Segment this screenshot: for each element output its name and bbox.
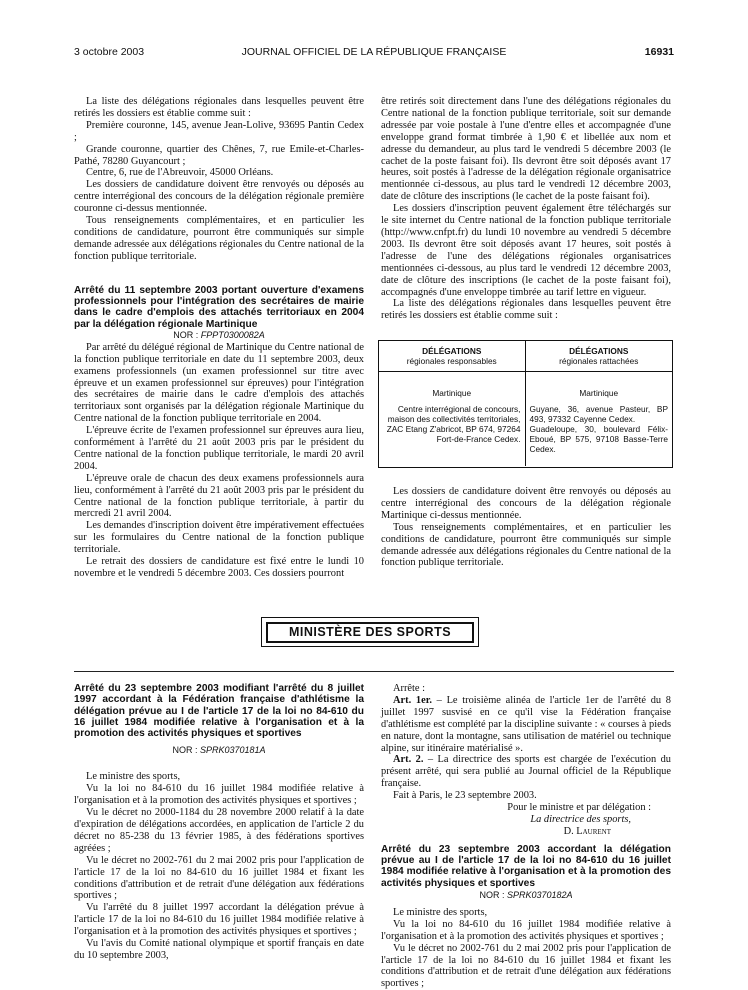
paragraph: Tous renseignements complémentaires, et en particulier les conditions de candidature, pourront être communiqués sur simple demande adressée aux délégations régionales du Centre national de la fonction publique territoriale. [381,521,671,569]
left-column-bottom [74,683,364,962]
paragraph: Vu l'arrêté du 8 juillet 1997 accordant la délégation prévue à l'article 17 de la loi no 84-610 du 16 juillet 1984 modifiée relative à l'organisation et à la promotion des activités physiques et sportives ; [74,902,364,938]
table-cell-attached: Martinique Guyane, 36, avenue Pasteur, BP 493, 97332 Cayenne Cedex. Guadeloupe, 30, boulevard Félix-Eboué, BP 575, 97108 Basse-Terre Cedex. [529,388,668,454]
article-2: Art. 2. – La directrice des sports est chargée de l'exécution du présent arrêté, qui sera publié au Journal officiel de la République française. [381,754,671,790]
paragraph: Les dossiers de candidature doivent être renvoyés ou déposés au centre interrégional des concours de la délégation régionale Martinique ci-dessus mentionnée. [381,486,671,521]
header-date: 3 octobre 2003 [74,46,145,58]
paragraph: Tous renseignements complémentaires, et en particulier les conditions de candidature, pourront être communiqués sur simple demande adressée aux délégations régionales du Centre national de la fonction publique territoriale. [74,215,364,262]
section-divider [74,671,674,672]
signature-line-2: La directrice des sports, [530,813,631,825]
paragraph: Vu le décret no 2002-761 du 2 mai 2002 pris pour l'application de l'article 17 de la loi no 84-610 du 16 juillet 1984 et fixant les conditions d'attribution et de retrait d'une délégation aux fédérations sportives ; [381,942,671,990]
paragraph: Vu l'avis du Comité national olympique et sportif français en date du 10 septembre 2003, [74,938,364,961]
right-column-top [381,96,671,322]
page-number: 16931 [644,46,674,58]
article-1: Art. 1er. – Le troisième alinéa de l'article 1er de l'arrêté du 8 juillet 1997 susvisé en ce qu'il vise la Fédération française d'athlétisme est complété par la discipline suivante : « courses à pieds en nature, dont la montagne, sans utilisation de matériel ou technique alpine, sur itinéraire matérialisé ». [381,694,671,754]
paragraph: La liste des délégations régionales dans lesquelles peuvent être retirés les dossiers est établie comme suit : [381,298,671,322]
paragraph: L'épreuve écrite de l'examen professionnel sur épreuves aura lieu, conformément à l'arrêté du 21 août 2003 pris par le président du Centre national de la fonction publique territoriale, le mardi 20 avril 2004. [74,425,364,472]
paragraph: Le retrait des dossiers de candidature est fixé entre le lundi 10 novembre et le vendredi 5 décembre 2003. Ces dossiers pourront [74,556,364,579]
paragraph: La liste des délégations régionales dans lesquelles peuvent être retirés les dossiers est établie comme suit : [74,96,364,119]
paragraph: Vu la loi no 84-610 du 16 juillet 1984 modifiée relative à l'organisation et à la promotion des activités physiques et sportives ; [381,918,671,942]
delegations-table [378,340,673,468]
arrete-martinique-title: Arrêté du 11 septembre 2003 portant ouverture d'examens professionnels pour l'intégration des secrétaires de mairie dans le cadre d'emplois des attachés territoriaux en 2004 par la délégation régionale Martinique [74,284,364,330]
paragraph: Le ministre des sports, [86,771,181,783]
paragraph: Grande couronne, quartier des Chênes, 7, rue Emile-et-Charles-Pathé, 78280 Guyancourt ; [74,143,364,167]
paragraph: Le ministre des sports, [393,906,488,918]
paragraph: Vu la loi no 84-610 du 16 juillet 1984 modifiée relative à l'organisation et à la promotion des activités physiques et sportives ; [74,783,364,807]
right-column-after-table [381,486,671,569]
arrete-delegation-title: Arrêté du 23 septembre 2003 accordant la délégation prévue au I de l'article 17 de la loi no 84-610 du 16 juillet 1984 modifiée relative à l'organisation et à la promotion des activités physiques et sportives [381,843,671,889]
paragraph: Les dossiers d'inscription peuvent également être téléchargés sur le site internet du Centre national de la fonction publique territoriale (http://www.cnfpt.fr) du lundi 10 novembre au vendredi 5 décembre 2003. Ils devront être soit déposés avant 17 heures, soit postés à l'adresse de l'une des délégations régionales organisatrices mentionnées ci-dessous, au plus tard le vendredi 12 décembre 2003, date de clôture des inscriptions (le cachet de la poste faisant foi), accompagnés d'une enveloppe timbrée au tarif lettre en vigueur. [381,203,671,298]
arrete-athletisme-title: Arrêté du 23 septembre 2003 modifiant l'arrêté du 8 juillet 1997 accordant à la Fédération française d'athlétisme la délégation prévue au I de l'article 17 de la loi no 84-610 du 16 juillet 1984 modifiée relative à l'organisation et à la promotion des activités physiques et sportives [74,683,364,740]
paragraph: Centre, 6, rue de l'Abreuvoir, 45000 Orléans. [86,167,274,179]
paragraph: Par arrêté du délégué régional de Martinique du Centre national de la fonction publique territoriale en date du 11 septembre 2003, deux examens professionnels (un examen professionnel sur titre avec épreuve et un examen professionnel sur épreuves) pour l'intégration des secrétaires de mairie dans le cadre d'emplois des attachés territoriaux sont organisés par la délégation régionale Martinique du Centre national de la fonction publique territoriale en 2004. [74,341,364,425]
paragraph: être retirés soit directement dans l'une des délégations régionales du Centre national de la fonction publique territoriale, soit sur demande adressée par voie postale à l'une d'entre elles et accompagnée d'une enveloppe grand format timbrée à 1,90 € et libellée aux nom et adresse du demandeur, au plus tard le vendredi 5 décembre 2003 (le cachet de la poste faisant foi). Ils devront être soit déposés avant 17 heures, soit postés à l'adresse de la délégation régionale organisatrice mentionnée ci-dessous, au plus tard le vendredi 12 décembre 2003, date de clôture des inscriptions (le cachet de la poste faisant foi). [381,96,671,203]
ministry-heading: MINISTÈRE DES SPORTS [266,622,474,643]
arrete-delegation-nor: NOR : SPRK0370182A [479,889,573,900]
arrete-label: Arrête : [393,683,426,694]
table-cell-responsible: Martinique Centre interrégional de concours, maison des collectivités territoriales, ZAC Etang Z'abricot, BP 674, 97264 Fort-de-France Cedex. [379,372,526,466]
signature-line-1: Pour le ministre et par délégation : [507,802,651,814]
paragraph: Vu le décret no 2000-1184 du 28 novembre 2000 relatif à la date d'expiration de délégations accordées, en application de l'article 2 du décret no 85-238 du 13 février 1985, à des fédérations sportives agréées ; [74,807,364,854]
table-header-left: DÉLÉGATIONS régionales responsables [379,341,526,371]
arrete-athletisme-nor: NOR : SPRK0370181A [172,745,266,756]
arrete-martinique-nor: NOR : FPPT0300082A [173,329,265,340]
paragraph: Première couronne, 145, avenue Jean-Lolive, 93695 Pantin Cedex ; [74,119,364,143]
fait-a-paris: Fait à Paris, le 23 septembre 2003. [393,790,537,802]
table-header [379,341,672,372]
journal-title: JOURNAL OFFICIEL DE LA RÉPUBLIQUE FRANÇAISE [241,46,507,58]
paragraph: L'épreuve orale de chacun des deux examens professionnels aura lieu, conformément à l'arrêté du 21 août 2003 pris par le président du Centre national de la fonction publique territoriale, à partir du mercredi 21 avril 2004. [74,472,364,520]
table-header-right: DÉLÉGATIONS régionales rattachées [559,346,639,366]
paragraph: Les dossiers de candidature doivent être renvoyés ou déposés au centre interrégional des concours de la délégation régionale première couronne ci-dessus mentionnée. [74,179,364,215]
paragraph: Les demandes d'inscription doivent être impérativement effectuées sur les formulaires du Centre national de la fonction publique territoriale. [74,520,364,556]
ministry-heading-box [261,617,479,647]
left-column-top [74,96,364,580]
table-row [379,372,672,466]
paragraph: Vu le décret no 2002-761 du 2 mai 2002 pris pour l'application de l'article 17 de la loi no 84-610 du 16 juillet 1984 et fixant les conditions d'attribution et de retrait d'une délégation aux fédérations sportives ; [74,854,364,902]
signature-name: D. Laurent [563,825,611,837]
page-header [74,46,674,62]
right-column-bottom [381,683,671,990]
